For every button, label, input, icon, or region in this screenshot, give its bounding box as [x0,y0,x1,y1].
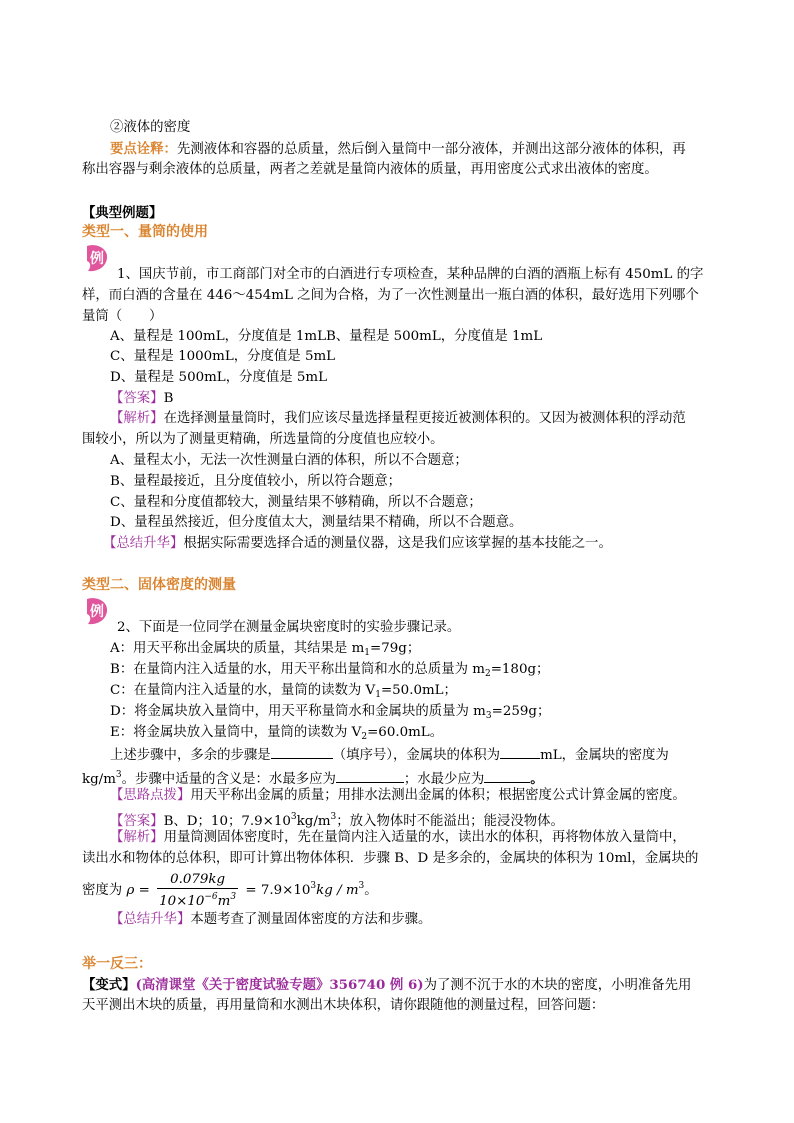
section-title: 【典型例题】 [82,205,163,221]
q1-option-d: D、量程是 500mL，分度值是 5mL [110,370,328,385]
formula-fraction: $\frac{0.079kg}{10\times 10^{-6}m^3}$ [159,871,237,909]
q1-analysis-b: B、量程最接近，且分度值较小，所以符合题意； [110,474,402,489]
answer-blank-max-water[interactable] [336,768,404,783]
q2-step-e: E：将金属块放入量筒中，量筒的读数为 $V_2=60.0mL$。 [110,725,444,742]
svg-text:例: 例 [90,604,104,620]
practice-title: 举一反三： [82,956,152,972]
q2-hint: 【思路点拨】用天平称出金属的质量；用排水法测出金属的体积；根据密度公式计算金属的密度。 [110,788,686,803]
q1-answer: 【答案】B [110,391,174,406]
q1-analysis-c: C、量程和分度值都较大，测量结果不够精确，所以不合题意； [110,495,482,510]
q1-analysis-line-2: 围较小，所以为了测量更精确，所选量筒的分度值也应较小。 [82,432,444,447]
answer-blank-min-water[interactable] [484,768,530,783]
q1-analysis-line-1: 【解析】在选择测量量筒时，我们应该尽量选择量程更接近被测体积的。又因为被测体积的浮动范 [110,411,686,426]
example-badge-icon [84,597,110,627]
svg-text:例: 例 [90,251,104,267]
q2-summary: 【总结升华】本题考查了测量固体密度的方法和步骤。 [110,912,432,927]
q2-answer: 【答案】B、D；10；$7.9\times 10^3kg/m^3$；放入物体时不能溢出；能浸没物体。 [110,812,564,829]
q1-summary: 【总结升华】根据实际需要选择合适的测量仪器，这是我们应该掌握的基本技能之一。 [103,536,612,551]
q2-fill-line-1: 上述步骤中，多余的步骤是 （填序号），金属块的体积为 mL，金属块的密度为 [110,744,742,766]
q2-line-1: 2、下面是一位同学在测量金属块密度时的实验步骤记录。 [117,620,461,635]
key-points-line-2: 称出容器与剩余液体的总质量，两者之差就是量筒内液体的质量，再用密度公式求出液体的密度。 [82,162,658,177]
q2-fill-line-2: $kg/m^3$。步骤中适量的含义是：水最多应为 ；水最少应为 。 [82,770,544,787]
type1-title: 类型一、量筒的使用 [82,224,208,240]
key-points-line-1: 要点诠释：先测液体和容器的总质量，然后倒入量筒中一部分液体，并测出这部分液体的体积，再 [110,141,686,157]
q1-option-a: A、量程是 100mL，分度值是 1mLB、量程是 500mL，分度值是 1mL [110,329,543,344]
type2-title: 类型二、固体密度的测量 [82,577,236,593]
q1-line-1: 1、国庆节前，市工商部门对全市的白酒进行专项检查，某种品牌的白酒的酒瓶上标有 450mL 的字 [117,267,704,282]
answer-blank-steps[interactable] [271,744,333,759]
q1-analysis-a: A、量程太小，无法一次性测量白酒的体积，所以不合题意； [110,453,468,468]
q2-step-a: A：用天平称出金属块的质量，其结果是 $m_1=79g$； [110,641,421,658]
variant-line-2: 天平测出木块的质量，再用量筒和水测出木块体积，请你跟随他的测量过程，回答问题： [82,998,605,1013]
example-badge-icon [84,244,110,274]
course-link[interactable]: (高清课堂《关于密度试验专题》356740 例 6) [135,977,424,993]
answer-blank-volume[interactable] [500,744,540,759]
density-formula: 密度为 ρ = $\frac{0.079kg}{10\times 10^{-6}m^3}$ = $7.9\times 10^3kg / m^3$。 [82,871,378,909]
variant-line-1: 【变式】(高清课堂《关于密度试验专题》356740 例 6)为了测不沉于水的木块的密度，小明准备先用 [82,977,692,993]
q1-line-2: 样，而白酒的含量在 446～454mL 之间为合格，为了一次性测量出一瓶白酒的体积，最好选用下列哪个 [82,288,699,303]
q1-option-c: C、量程是 1000mL，分度值是 5mL [110,349,336,364]
key-points-label: 要点诠释： [110,141,177,157]
q1-analysis-d: D、量程虽然接近，但分度值太大，测量结果不精确，所以不合题意。 [110,515,523,530]
q1-line-3: 量筒（ ） [82,309,163,324]
intro-item: ②液体的密度 [110,120,191,135]
q2-analysis-line-1: 【解析】用量筒测固体密度时，先在量筒内注入适量的水，读出水的体积，再将物体放入量筒中， [110,830,686,845]
q2-step-b: B：在量筒内注入适量的水，用天平称出量筒和水的总质量为 $m_2=180g$； [110,662,550,679]
q2-step-d: D：将金属块放入量筒中，用天平称量筒水和金属块的质量为 $m_3=259g$； [110,704,551,721]
q2-step-c: C：在量筒内注入适量的水，量筒的读数为 $V_1=50.0mL$； [110,683,457,700]
q2-analysis-line-2: 读出水和物体的总体积，即可计算出物体体积．步骤 B、D 是多余的，金属块的体积为 10ml，金属块的 [82,851,699,866]
